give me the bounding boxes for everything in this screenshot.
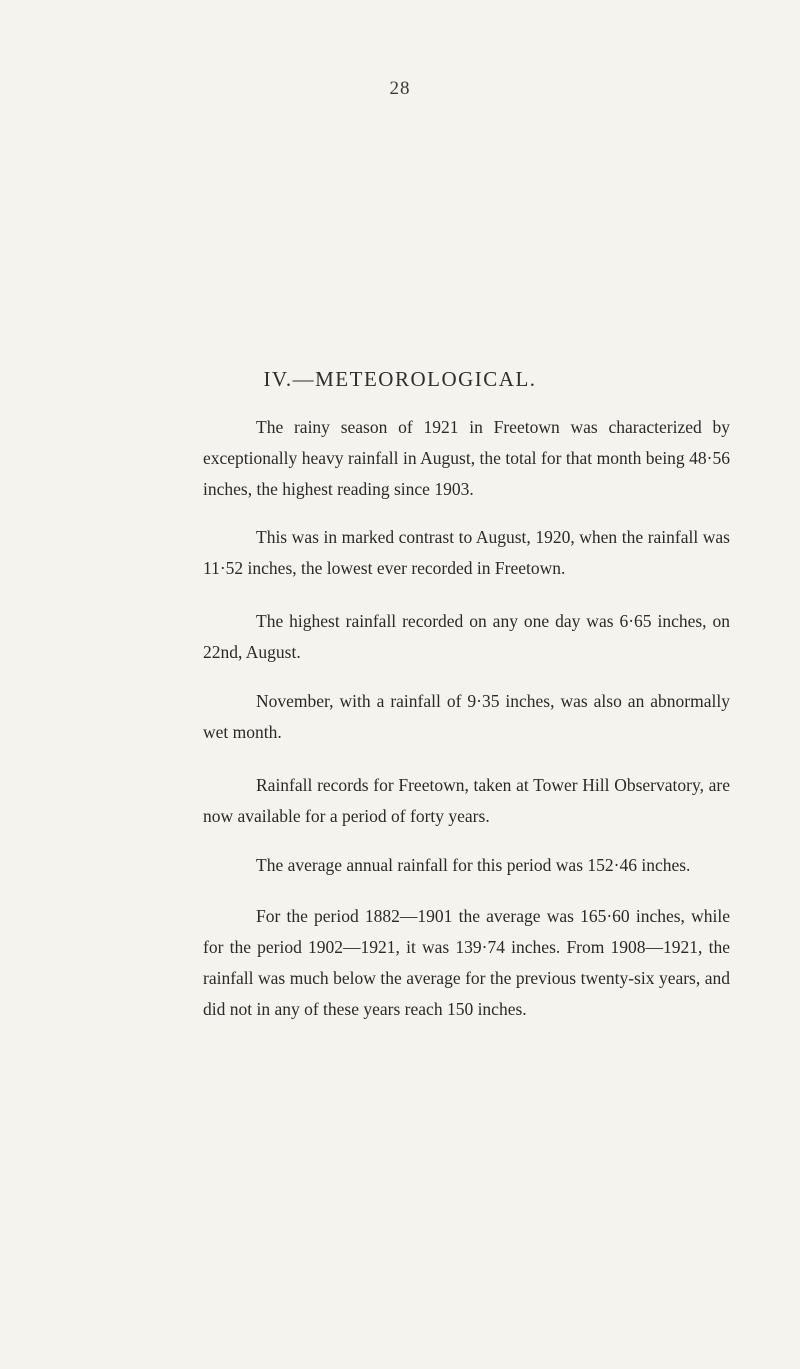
page-number: 28 — [389, 78, 411, 99]
paragraph-august-contrast: This was in marked contrast to August, 1920, when the rainfall was 11·52 inches, the lowest ever recorded in Freetown. — [203, 527, 730, 578]
paragraph-periods: For the period 1882—1901 the average was 165·60 inches, while for the period 1902—1921, it was 139·74 inches. From 1908—1921, the rainfall was much below the average for the previous twenty-six years, and did not in any of these years reach 150 inches. — [203, 906, 730, 1019]
paragraph-highest-daily: The highest rainfall recorded on any one day was 6·65 inches, on 22nd, August. — [203, 611, 730, 662]
paragraph-records: Rainfall records for Freetown, taken at Tower Hill Observatory, are now available for a period of forty years. — [203, 775, 730, 826]
paragraph-november: November, with a rainfall of 9·35 inches, was also an abnormally wet month. — [203, 691, 730, 742]
paragraph-average: The average annual rainfall for this period was 152·46 inches. — [256, 855, 691, 875]
paragraph-rainy-season: The rainy season of 1921 in Freetown was characterized by exceptionally heavy rainfall in August, the total for that month being 48·56 inches, the highest reading since 1903. — [203, 417, 730, 499]
body-text — [203, 412, 730, 1025]
section-heading: IV.—METEOROLOGICAL. — [263, 367, 537, 391]
